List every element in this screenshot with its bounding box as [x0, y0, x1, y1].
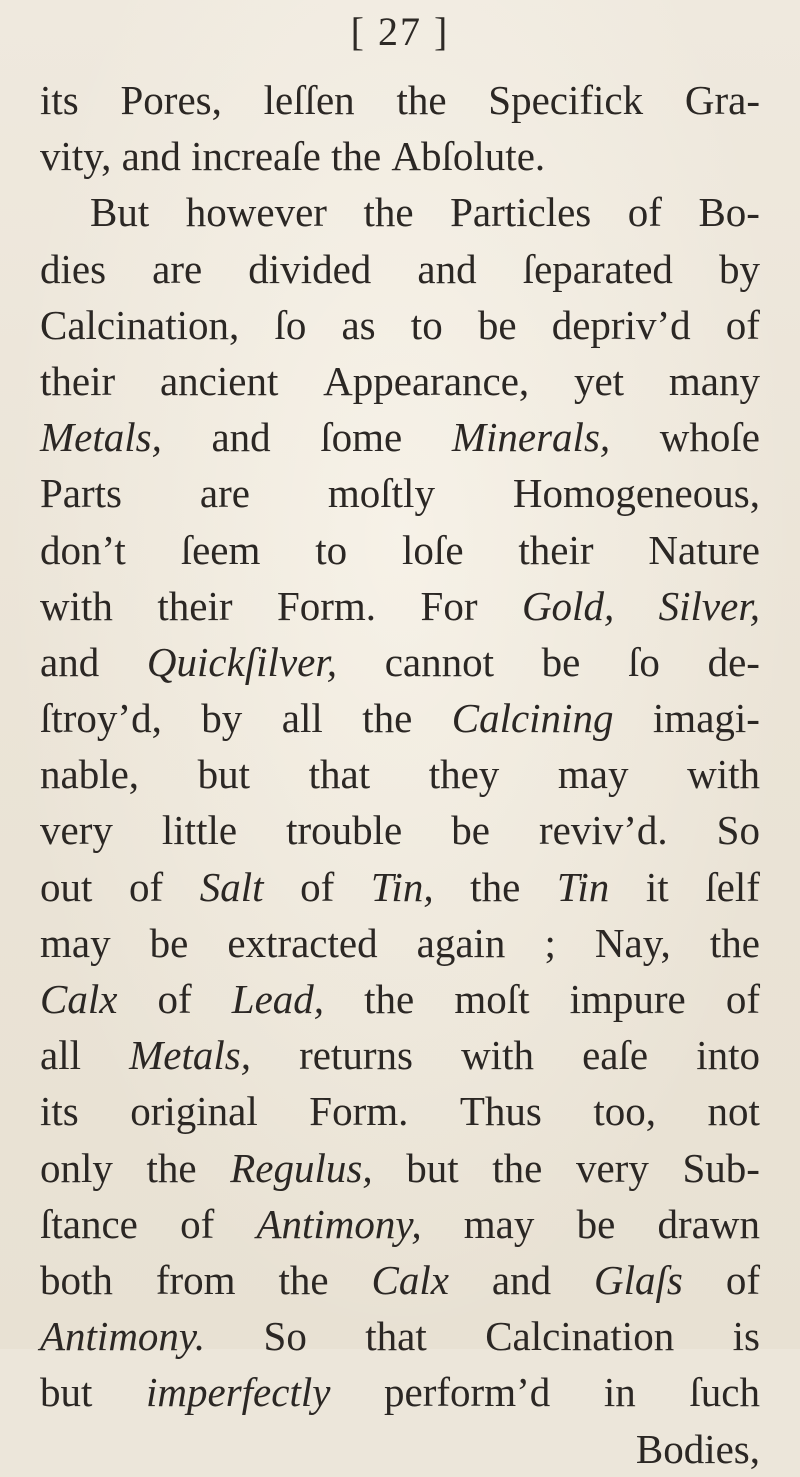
- word: with: [687, 751, 760, 798]
- word: trouble: [286, 807, 403, 854]
- word: cannot: [384, 638, 494, 685]
- word: however: [185, 189, 327, 236]
- word: be: [477, 301, 517, 348]
- word: of: [725, 301, 760, 348]
- word: be: [576, 1200, 616, 1247]
- text-line: [40, 1308, 760, 1364]
- word: moſtly: [327, 470, 435, 517]
- word: of: [627, 189, 662, 236]
- word: they: [428, 751, 500, 798]
- word: Gold,: [521, 582, 615, 629]
- text-line: [40, 1083, 760, 1139]
- word: as: [341, 301, 376, 348]
- text-line: [40, 241, 760, 297]
- word: both: [40, 1256, 113, 1303]
- word: is: [732, 1313, 760, 1360]
- word: the: [396, 77, 447, 123]
- word: all: [281, 695, 323, 742]
- text-line: [40, 1140, 760, 1196]
- word: dies: [40, 245, 107, 292]
- word: the: [363, 189, 414, 236]
- catchword-line: [40, 1421, 760, 1477]
- word: But: [90, 189, 150, 236]
- word: be: [149, 919, 189, 966]
- word: of: [725, 976, 760, 1022]
- word: loſe: [402, 526, 464, 573]
- word: Nature: [648, 526, 760, 573]
- text-line: [40, 72, 760, 128]
- word: So: [263, 1313, 307, 1360]
- text-line: [40, 1196, 760, 1252]
- word: Nay,: [594, 919, 671, 966]
- text-line: [40, 1252, 760, 1308]
- word: ſeparated: [522, 245, 673, 292]
- text-line: [40, 1364, 760, 1420]
- catchword: Bodies,: [635, 1425, 760, 1472]
- word: in: [603, 1369, 636, 1416]
- word: are: [152, 245, 203, 292]
- word: Parts: [40, 470, 122, 517]
- word: their: [157, 582, 233, 629]
- word: may: [463, 1200, 535, 1247]
- word: de-: [707, 638, 760, 685]
- word: divided: [248, 245, 372, 292]
- word: Sub-: [682, 1144, 760, 1191]
- word: its: [40, 1088, 79, 1135]
- word: Abſolute.: [391, 133, 546, 180]
- word: Antimony,: [256, 1200, 422, 1247]
- word: to: [410, 301, 443, 348]
- text-line: [40, 353, 760, 409]
- word: Glaſs: [594, 1256, 683, 1303]
- word: the: [470, 863, 521, 910]
- word: imperfectly: [146, 1369, 331, 1416]
- word: ſuch: [689, 1369, 760, 1416]
- word: reviv’d.: [538, 807, 668, 854]
- text-line: [40, 1027, 760, 1083]
- word: Form.: [276, 582, 377, 629]
- word: Form.: [309, 1088, 409, 1135]
- word: Calx: [371, 1256, 449, 1303]
- word: drawn: [657, 1200, 760, 1247]
- word: Regulus,: [230, 1144, 373, 1191]
- word: whoſe: [659, 414, 760, 461]
- word: Particles: [450, 189, 592, 236]
- word: vity,: [40, 133, 112, 180]
- word: very: [40, 807, 113, 854]
- word: Calcination,: [40, 301, 240, 348]
- word: their: [40, 357, 116, 404]
- word: nable,: [40, 751, 140, 798]
- word: extracted: [227, 919, 378, 966]
- word: Lead,: [231, 976, 325, 1022]
- word: Quickſilver,: [146, 638, 338, 685]
- word: Metals,: [40, 414, 162, 461]
- word: may: [40, 919, 111, 966]
- word: not: [707, 1088, 760, 1135]
- word: So: [716, 807, 760, 854]
- word: leſſen: [263, 77, 355, 123]
- word: may: [557, 751, 629, 798]
- word: the: [331, 133, 382, 180]
- text-line: [40, 465, 760, 521]
- word: For: [420, 582, 478, 629]
- text-line: [40, 128, 760, 184]
- word: Gra-: [684, 77, 760, 123]
- word: ſtance: [40, 1200, 138, 1247]
- word: Thus: [459, 1088, 542, 1135]
- text-line: [40, 915, 760, 971]
- word: the: [492, 1144, 543, 1191]
- word: Metals,: [129, 1032, 251, 1079]
- text-line: [40, 971, 760, 1027]
- text-line: [40, 746, 760, 802]
- word: ancient: [159, 357, 279, 404]
- word: all: [40, 1032, 81, 1079]
- word: the: [709, 919, 760, 966]
- word: of: [300, 863, 335, 910]
- word: to: [315, 526, 348, 573]
- word: Homogeneous,: [512, 470, 760, 517]
- word: of: [157, 976, 192, 1022]
- word: Calcining: [451, 695, 614, 742]
- word: impure: [569, 976, 686, 1022]
- text-line: [40, 690, 760, 746]
- word: Specifick: [488, 77, 644, 123]
- word: by: [719, 245, 760, 292]
- word: are: [199, 470, 250, 517]
- text-line: [40, 578, 760, 634]
- word: the: [146, 1144, 197, 1191]
- word: and: [211, 414, 271, 461]
- text-line: [40, 634, 760, 690]
- word: and: [491, 1256, 552, 1303]
- text-line: [40, 522, 760, 578]
- word: the: [362, 695, 413, 742]
- word: Antimony.: [40, 1313, 206, 1360]
- word: into: [696, 1032, 760, 1079]
- word: ;: [544, 919, 556, 966]
- word: Salt: [199, 863, 264, 910]
- text-line: [40, 409, 760, 465]
- word: of: [180, 1200, 215, 1247]
- text-line: [40, 184, 760, 240]
- word: too,: [593, 1088, 657, 1135]
- word: ſo: [628, 638, 660, 685]
- word: its: [40, 77, 79, 123]
- word: be: [451, 807, 490, 854]
- word: but: [197, 751, 251, 798]
- word: and: [417, 245, 477, 292]
- word: increaſe: [191, 133, 321, 180]
- word: depriv’d: [551, 301, 691, 348]
- word: Calcination: [485, 1313, 675, 1360]
- word: ſtroy’d,: [40, 695, 162, 742]
- word: of: [725, 1256, 760, 1303]
- word: and: [40, 638, 100, 685]
- page-number-header: [ 27 ]: [350, 9, 450, 54]
- word: Appearance,: [323, 357, 530, 404]
- word: but: [406, 1144, 459, 1191]
- word: don’t: [40, 526, 126, 573]
- word: and: [121, 133, 181, 180]
- text-line: [40, 859, 760, 915]
- word: Tin: [556, 863, 610, 910]
- word: only: [40, 1144, 113, 1191]
- word: ſeem: [180, 526, 261, 573]
- word: moſt: [454, 976, 530, 1022]
- word: little: [161, 807, 238, 854]
- word: by: [201, 695, 243, 742]
- word: the: [278, 1256, 329, 1303]
- text-line: [40, 802, 760, 858]
- word: eaſe: [582, 1032, 649, 1079]
- word: Silver,: [658, 582, 760, 629]
- word: perform’d: [384, 1369, 551, 1416]
- word: ſome: [320, 414, 403, 461]
- word: it: [645, 863, 669, 910]
- word: Pores,: [120, 77, 222, 123]
- word: out: [40, 863, 93, 910]
- body-text: [40, 72, 760, 1477]
- word: many: [668, 357, 760, 404]
- word: but: [40, 1369, 93, 1416]
- word: yet: [573, 357, 625, 404]
- word: with: [461, 1032, 534, 1079]
- word: ſo: [274, 301, 307, 348]
- word: of: [129, 863, 164, 910]
- word: Minerals,: [451, 414, 611, 461]
- word: that: [365, 1313, 427, 1360]
- word: very: [575, 1144, 649, 1191]
- word: be: [541, 638, 581, 685]
- word: original: [130, 1088, 258, 1135]
- word: with: [40, 582, 113, 629]
- word: imagi-: [652, 695, 760, 742]
- word: the: [364, 976, 415, 1022]
- word: again: [416, 919, 506, 966]
- word: ſelf: [705, 863, 760, 910]
- word: Calx: [40, 976, 118, 1022]
- word: Tin,: [370, 863, 434, 910]
- word: Bo-: [698, 189, 760, 236]
- word: from: [155, 1256, 236, 1303]
- word: that: [308, 751, 371, 798]
- word: returns: [299, 1032, 413, 1079]
- text-line: [40, 297, 760, 353]
- word: their: [518, 526, 594, 573]
